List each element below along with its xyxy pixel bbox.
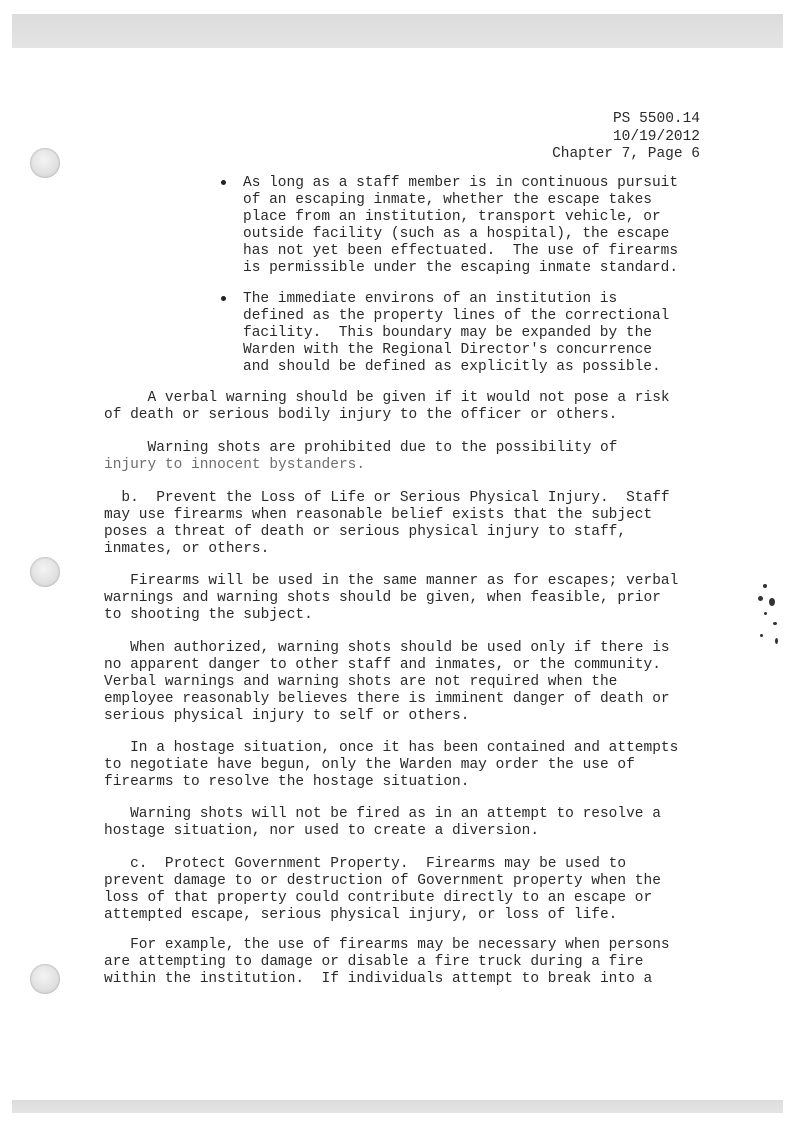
chapter-page: Chapter 7, Page 6 [552, 146, 700, 162]
punch-hole-middle [30, 557, 60, 587]
paragraph-warning-shots-prohibited [104, 440, 617, 474]
text-line: Warning shots are prohibited due to the possibility of [104, 440, 618, 456]
paragraph-example-fire-truck [104, 937, 670, 988]
text-line: and should be defined as explicitly as possible. [243, 359, 661, 375]
text-line: The immediate environs of an institution is [243, 291, 618, 307]
text-line: warnings and warning shots should be given, when feasible, prior [104, 590, 661, 606]
text-line: defined as the property lines of the correctional [243, 308, 670, 324]
punch-hole-bottom [30, 964, 60, 994]
text-line: to negotiate have begun, only the Warden may order the use of [104, 757, 635, 773]
scan-edge-bottom [12, 1100, 783, 1113]
text-line: b. Prevent the Loss of Life or Serious Physical Injury. Staff [104, 490, 670, 506]
text-line: no apparent danger to other staff and inmates, or the community. [104, 657, 661, 673]
bullet-escape-pursuit [243, 175, 678, 277]
bullet-dot [221, 296, 226, 301]
text-line: inmates, or others. [104, 541, 270, 557]
text-line: Warden with the Regional Director's concurrence [243, 342, 652, 358]
paragraph-verbal-warning [104, 390, 670, 424]
text-line: Verbal warnings and warning shots are not required when the [104, 674, 618, 690]
text-line: may use firearms when reasonable belief exists that the subject [104, 507, 653, 523]
bullet-immediate-environs [243, 291, 669, 376]
text-line: hostage situation, nor used to create a diversion. [104, 823, 540, 839]
text-line: firearms to resolve the hostage situation. [104, 774, 470, 790]
text-line: of death or serious bodily injury to the officer or others. [104, 407, 618, 423]
text-line: is permissible under the escaping inmate standard. [243, 260, 679, 276]
text-line: attempted escape, serious physical injury, or loss of life. [104, 907, 618, 923]
text-line: When authorized, warning shots should be used only if there is [104, 640, 670, 656]
text-line: are attempting to damage or disable a fire truck during a fire [104, 954, 644, 970]
text-line: poses a threat of death or serious physical injury to staff, [104, 524, 627, 540]
text-line: has not yet been effectuated. The use of firearms [243, 243, 679, 259]
text-line: c. Protect Government Property. Firearms may be used to [104, 856, 627, 872]
policy-number: PS 5500.14 [612, 111, 700, 127]
text-line: outside facility (such as a hospital), the escape [243, 226, 670, 242]
paragraph-hostage-warning-shots [104, 806, 661, 840]
text-line: facility. This boundary may be expanded by the [243, 325, 652, 341]
text-line: place from an institution, transport vehicle, or [243, 209, 661, 225]
paragraph-section-b [104, 490, 670, 558]
ink-smudge [755, 578, 787, 653]
text-line: serious physical injury to self or others. [104, 708, 470, 724]
text-line: Warning shots will not be fired as in an attempt to resolve a [104, 806, 661, 822]
paragraph-when-authorized [104, 640, 670, 725]
document-header [552, 111, 700, 164]
text-line: of an escaping inmate, whether the escape takes [243, 192, 652, 208]
text-line: employee reasonably believes there is imminent danger of death or [104, 691, 670, 707]
text-line: Firearms will be used in the same manner as for escapes; verbal [104, 573, 679, 589]
text-line: within the institution. If individuals attempt to break into a [104, 971, 653, 987]
text-line: As long as a staff member is in continuous pursuit [243, 175, 679, 191]
punch-hole-top [30, 148, 60, 178]
text-line: to shooting the subject. [104, 607, 313, 623]
scan-edge-top [12, 14, 783, 48]
text-line: In a hostage situation, once it has been contained and attempts [104, 740, 679, 756]
text-line: prevent damage to or destruction of Government property when the [104, 873, 661, 889]
text-line: For example, the use of firearms may be necessary when persons [104, 937, 670, 953]
policy-date: 10/19/2012 [612, 128, 700, 145]
text-line: loss of that property could contribute directly to an escape or [104, 890, 653, 906]
text-line: A verbal warning should be given if it would not pose a risk [104, 390, 670, 406]
bullet-dot [221, 180, 226, 185]
paragraph-firearms-manner [104, 573, 678, 624]
text-line: injury to innocent bystanders. [104, 457, 366, 473]
paragraph-hostage-situation [104, 740, 678, 791]
paragraph-section-c [104, 856, 661, 924]
